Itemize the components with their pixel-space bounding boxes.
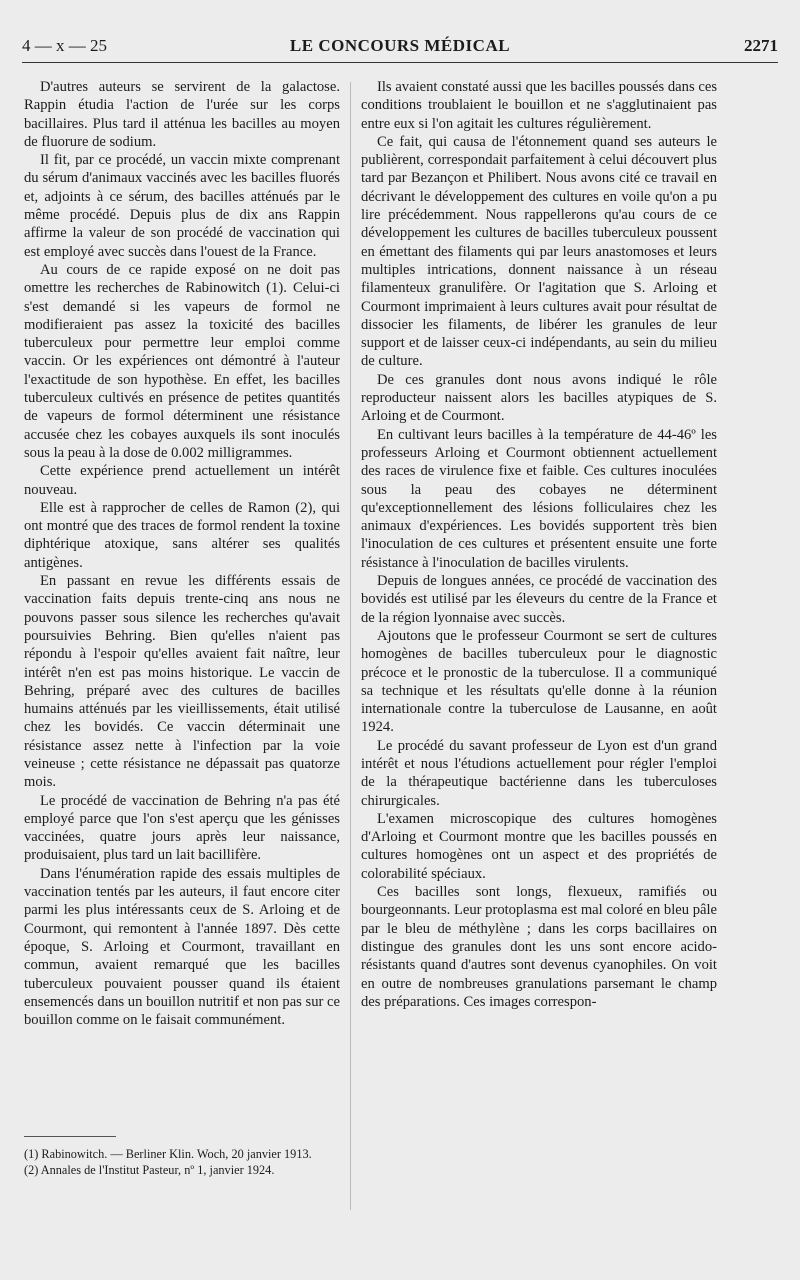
footnote-rule	[24, 1136, 116, 1137]
paragraph: Le procédé du savant professeur de Lyon est d'un grand intérêt et nous l'étudions actuellement pour régler l'emploi de la thérapeutique bactérienne dans les tuberculoses chirurgicales.	[361, 737, 717, 809]
paragraph: Cette expérience prend actuellement un intérêt nouveau.	[24, 463, 340, 498]
journal-title: LE CONCOURS MÉDICAL	[289, 36, 511, 55]
paragraph: Au cours de ce rapide exposé on ne doit pas omettre les recherches de Rabinowitch (1). Celui-ci s'est demandé si les vapeurs de formol ne modifieraient pas assez la toxicité des bacilles tuberculeux pour permettre leur emploi comme vaccin. Or les expériences ont démontré à l'auteur l'exactitude de son hypothèse. En effet, les bacilles tuberculeux cultivés en présence de petites quantités de vapeurs de formol déterminent une résistance accusée chez les cobayes auxquels ils sont inoculés sous la peau à la dose de 0.002 milligrammes.	[24, 261, 340, 461]
header-rule	[22, 62, 778, 63]
paragraph: Il fit, par ce procédé, un vaccin mixte comprenant du sérum d'animaux vaccinés avec les bacilles fluorés et, adjoints à ce sérum, des bacilles atténués par le même procédé. Depuis plus de dix ans Rappin affirme la valeur de son procédé de vaccination qui est employé avec succès dans l'ouest de la France.	[24, 152, 340, 260]
paragraph: Ces bacilles sont longs, flexueux, ramifiés ou bourgeonnants. Leur protoplasma est mal coloré en bleu pâle par le bleu de méthylène ; dans les corps bacillaires on distingue des granules dont les uns sont encore acido-résistants quand d'autres sont devenus cyanophiles. On voit en outre de nombreuses granulations parsemant le champ des préparations. Ces images correspon-	[361, 884, 717, 1010]
paragraph: Ce fait, qui causa de l'étonnement quand ses auteurs le publièrent, correspondait parfaitement à celui découvert plus tard par Bezançon et Philibert. Nous avons cité ce travail en décrivant le développement des cultures en voile qu'on a pu lire précédemment. Nous rappellerons qu'au cours de ce développement les cultures de bacilles tuberculeux poussent en émettant des filaments qui par leurs anastomoses et leurs multiples intrications, donnent naissance à un réseau filamenteux granulifère. Or l'agitation que S. Arloing et Courmont imprimaient à leurs cultures avait pour résultat de dissocier les filaments, de libérer les granules de leur support et de laisser ceux-ci indépendants, au sein du milieu de culture.	[361, 133, 717, 370]
footnote: (2) Annales de l'Institut Pasteur, nº 1, janvier 1924.	[24, 1163, 275, 1177]
paragraph: Ajoutons que le professeur Courmont se sert de cultures homogènes de bacilles tuberculeux pour le diagnostic précoce et le pronostic de la tuberculose. Il a communiqué sa technique et les résultats qu'elle donne à la réunion internationale contre la tuberculose de Lausanne, en août 1924.	[361, 627, 717, 736]
running-header	[22, 36, 778, 58]
right-column	[361, 78, 717, 1011]
paragraph: En passant en revue les différents essais de vaccination faits depuis trente-cinq ans nous ne pouvons passer sous silence les recherches qu'avait poursuivies Behring. Bien qu'elles n'aient pas répondu à l'espoir qu'elles avaient fait naître, leur intérêt n'en est pas moins historique. Le vaccin de Behring, préparé avec des cultures de bacilles humains atténués par les vieillissements, était utilisé chez les bovidés. Ce vaccin déterminait une résistance assez nette à l'infection par la voie veineuse ; cette résistance ne dépassait pas quatorze mois.	[24, 573, 340, 791]
page-number: 2271	[744, 36, 778, 55]
paragraph: L'examen microscopique des cultures homogènes d'Arloing et Courmont montre que les bacilles poussés en cultures homogènes ont un aspect et des propriétés de colorabilité spéciaux.	[361, 810, 717, 882]
paragraph: En cultivant leurs bacilles à la température de 44-46º les professeurs Arloing et Courmont obtiennent actuellement des races de virulence fixe et faible. Ces cultures inoculées sous la peau des cobayes ne déterminent qu'exceptionnellement des lésions folliculaires chez les animaux d'expériences. Les bovidés supportent très bien l'inoculation de ces cultures et présentent ensuite une forte résistance à l'inoculation de bacilles virulents.	[361, 426, 717, 571]
paragraph: Le procédé de vaccination de Behring n'a pas été employé parce que l'on s'est aperçu que les génisses vaccinées, quatre jours après leur naissance, produisaient, plus tard un lait bacillifère.	[24, 792, 340, 864]
footnote: (1) Rabinowitch. — Berliner Klin. Woch, 20 janvier 1913.	[24, 1147, 312, 1161]
paragraph: D'autres auteurs se servirent de la galactose. Rappin étudia l'action de l'urée sur les corps bacillaires. Plus tard il atténua les bacilles au moyen de fluorure de sodium.	[24, 79, 340, 150]
left-column	[24, 78, 340, 1029]
header-date: 4 — x — 25	[22, 36, 107, 55]
paragraph: Elle est à rapprocher de celles de Ramon (2), qui ont montré que des traces de formol rendent la toxine diphtérique atoxique, sans altérer ses qualités antigènes.	[24, 499, 340, 571]
column-divider	[350, 82, 351, 1210]
paragraph: Ils avaient constaté aussi que les bacilles poussés dans ces conditions troublaient le bouillon et ne s'agglutinaient pas entre eux si l'on agitait les cultures régulièrement.	[361, 79, 717, 132]
paragraph: De ces granules dont nous avons indiqué le rôle reproducteur naissent alors les bacilles atypiques de S. Arloing et de Courmont.	[361, 371, 717, 425]
paragraph: Dans l'énumération rapide des essais multiples de vaccination tentés par les auteurs, il faut encore citer parmi les plus intéressants ceux de S. Arloing et de Courmont, qui remontent à l'année 1897. Dès cette époque, S. Arloing et Courmont, travaillant en commun, avaient remarqué que les bacilles tuberculeux pouvaient pousser quand ils étaient ensemencés dans un bouillon nutritif et non pas sur ce bouillon comme on le faisait communément.	[24, 865, 340, 1029]
footnotes	[24, 1146, 340, 1178]
paragraph: Depuis de longues années, ce procédé de vaccination des bovidés est utilisé par les éleveurs du centre de la France et de la région lyonnaise avec succès.	[361, 573, 717, 626]
